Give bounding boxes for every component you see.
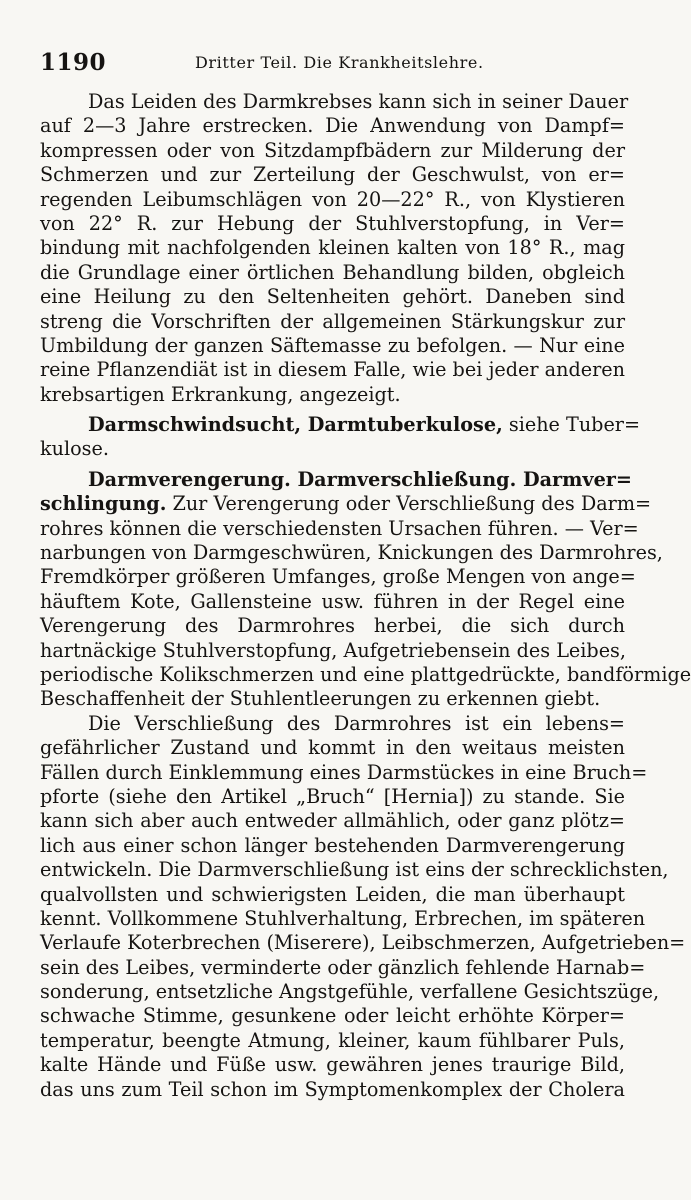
running-head: Dritter Teil. Die Krankheitslehre. bbox=[195, 53, 484, 72]
text-line: bindung mit nachfolgenden kleinen kalten von 18° R., mag bbox=[40, 236, 625, 260]
text-line: schwache Stimme, gesunkene oder leicht erhöhte Körper= bbox=[40, 1004, 625, 1028]
text-line: reine Pflanzendiät ist in diesem Falle, wie bei jeder anderen bbox=[40, 358, 625, 382]
text-line: temperatur, beengte Atmung, kleiner, kaum fühlbarer Puls, bbox=[40, 1028, 625, 1052]
text-line: periodische Kolikschmerzen und eine plattgedrückte, bandförmige bbox=[40, 662, 691, 686]
text-line: pforte (siehe den Artikel „Bruch“ [Hernia]) zu stande. Sie bbox=[40, 784, 625, 808]
text-line: kann sich aber auch entweder allmählich, oder ganz plötz= bbox=[40, 809, 625, 833]
text-line: kalte Hände und Füße usw. gewähren jenes traurige Bild, bbox=[40, 1053, 625, 1077]
text-line: Beschaffenheit der Stuhlentleerungen zu erkennen giebt. bbox=[40, 687, 601, 711]
entry-heading-schlingung: schlingung. bbox=[40, 492, 167, 516]
text-line: entwickeln. Die Darmverschließung ist eins der schrecklichsten, bbox=[40, 858, 669, 882]
text-line: Das Leiden des Darmkrebses kann sich in seiner Dauer bbox=[88, 90, 629, 113]
text-line: gefährlicher Zustand und kommt in den weitaus meisten bbox=[40, 736, 625, 760]
entry-heading-rest: Zur Verengerung oder Verschließung des Darm= bbox=[166, 492, 652, 516]
text-line: lich aus einer schon länger bestehenden Darmverengerung bbox=[40, 833, 625, 857]
entry-heading-darmschwindsucht: Darmschwindsucht, Darmtuberkulose, bbox=[88, 413, 503, 437]
text-line: streng die Vorschriften der allgemeinen Stärkungskur zur bbox=[40, 309, 625, 333]
text-line: narbungen von Darmgeschwüren, Knickungen des Darmrohres, bbox=[40, 541, 663, 565]
text-line: Fällen durch Einklemmung eines Darmstückes in eine Bruch= bbox=[40, 760, 648, 784]
text-line: qualvollsten und schwierigsten Leiden, die man überhaupt bbox=[40, 882, 625, 906]
text-line: sonderung, entsetzliche Angstgefühle, verfallene Gesichtszüge, bbox=[40, 980, 660, 1004]
text-line: das uns zum Teil schon im Symptomenkomplex der Cholera bbox=[40, 1077, 625, 1101]
text-line: rohres können die verschiedensten Ursachen führen. — Ver= bbox=[40, 516, 639, 540]
text-line: auf 2—3 Jahre erstrecken. Die Anwendung von Dampf= bbox=[40, 114, 625, 138]
text-line: Umbildung der ganzen Säftemasse zu befolgen. — Nur eine bbox=[40, 333, 625, 357]
entry-heading-line bbox=[40, 467, 632, 492]
text-line: hartnäckige Stuhlverstopfung, Aufgetriebensein des Leibes, bbox=[40, 638, 627, 662]
text-line: Verengerung des Darmrohres herbei, die sich durch bbox=[40, 614, 625, 638]
text-line: sein des Leibes, verminderte oder gänzlich fehlende Harnab= bbox=[40, 955, 646, 979]
entry-heading-line bbox=[40, 413, 641, 437]
entry-heading-darmverengerung: Darmverengerung. Darmverschließung. Darmver= bbox=[88, 467, 632, 491]
text-line: Die Verschließung des Darmrohres ist ein lebens= bbox=[88, 711, 625, 735]
text-line: krebsartigen Erkrankung, angezeigt. bbox=[40, 382, 401, 406]
text-line: die Grundlage einer örtlichen Behandlung bilden, obgleich bbox=[40, 260, 625, 284]
page-header bbox=[40, 49, 625, 79]
text-line: regenden Leibumschlägen von 20—22° R., von Klystieren bbox=[40, 187, 625, 211]
text-line: kennt. Vollkommene Stuhlverhaltung, Erbrechen, im späteren bbox=[40, 906, 646, 930]
text-line: Fremdkörper größeren Umfanges, große Mengen von ange= bbox=[40, 565, 636, 589]
text-line: kulose. bbox=[40, 437, 109, 461]
text-line: kompressen oder von Sitzdampfbädern zur Milderung der bbox=[40, 138, 625, 162]
body-text bbox=[40, 90, 691, 1102]
entry-heading-line bbox=[40, 492, 652, 516]
entry-heading-rest: siehe Tuber= bbox=[502, 413, 641, 437]
text-line: Schmerzen und zur Zerteilung der Geschwulst, von er= bbox=[40, 163, 625, 187]
text-line: häuftem Kote, Gallensteine usw. führen in der Regel eine bbox=[40, 589, 625, 613]
text-line: eine Heilung zu den Seltenheiten gehört. Daneben sind bbox=[40, 285, 625, 309]
text-line: Verlaufe Koterbrechen (Miserere), Leibschmerzen, Aufgetrieben= bbox=[40, 931, 686, 955]
text-line: von 22° R. zur Hebung der Stuhlverstopfung, in Ver= bbox=[40, 211, 625, 235]
page-number: 1190 bbox=[40, 49, 107, 76]
